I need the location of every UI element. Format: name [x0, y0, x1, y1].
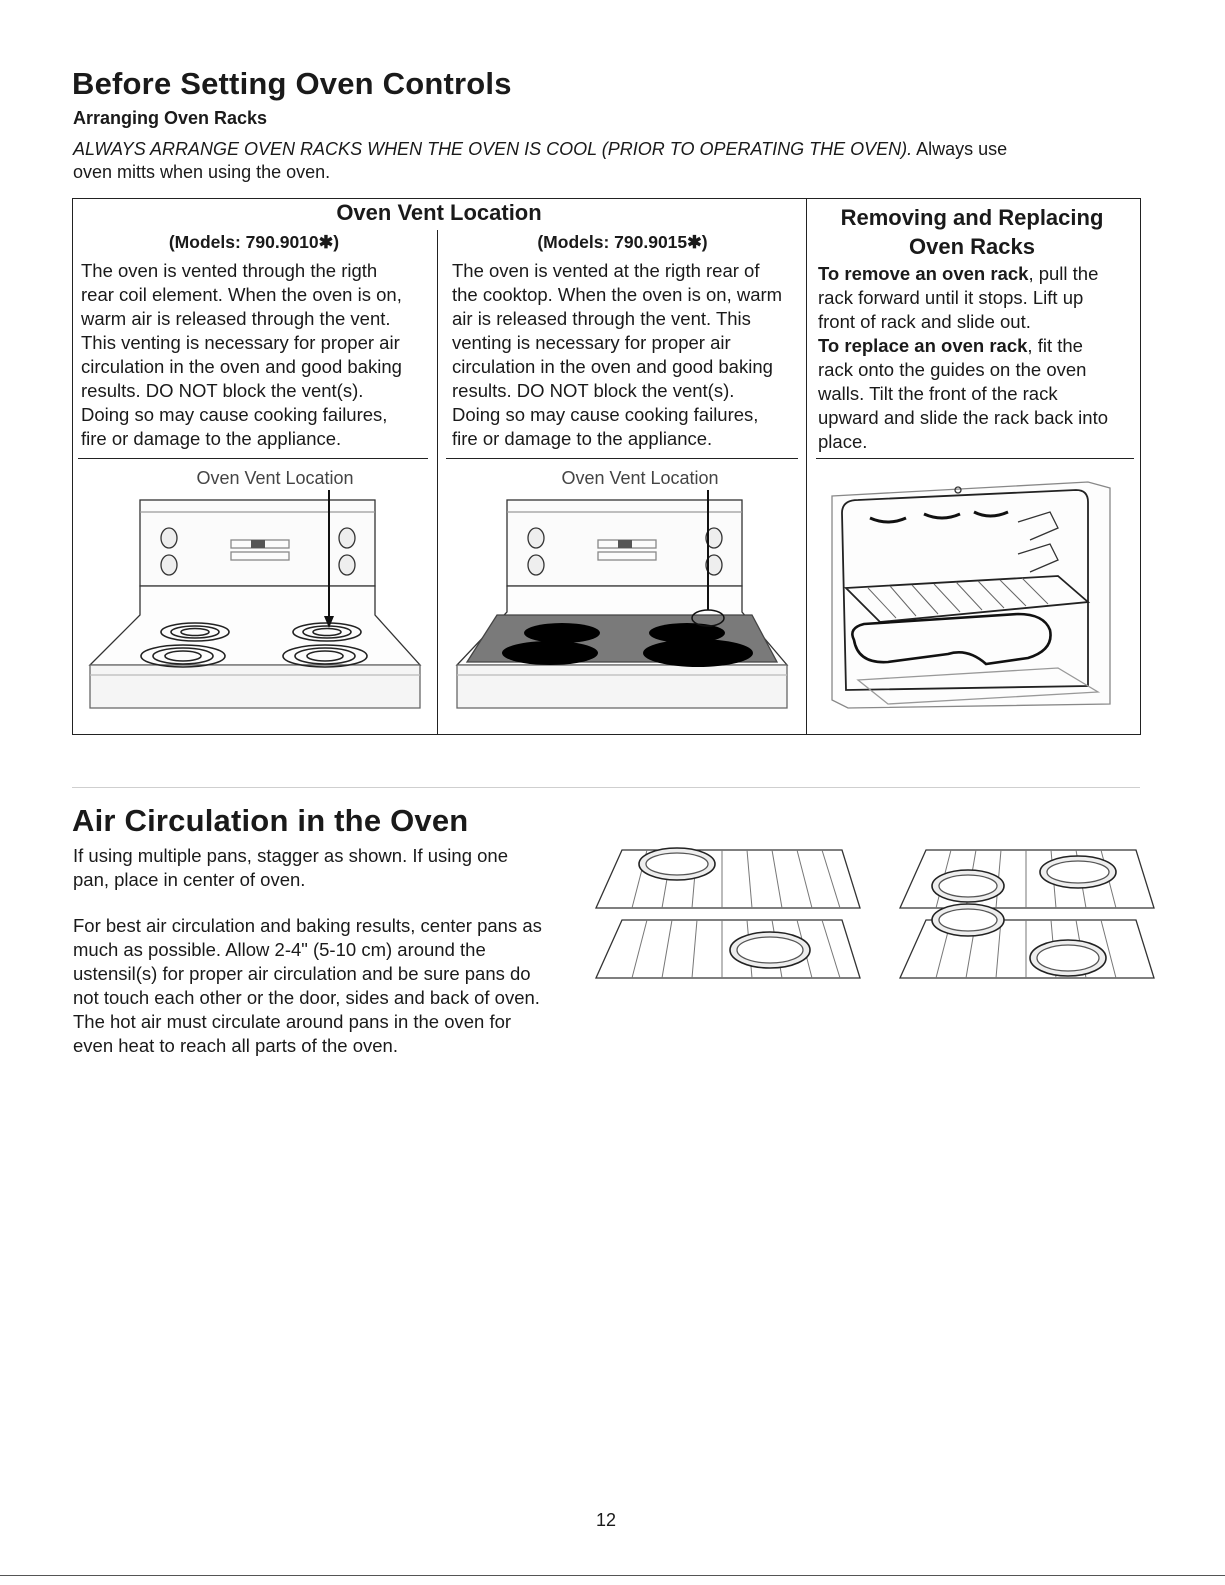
- air-para2: For best air circulation and baking results, center pans as much as possible. Allow 2-4" (5-10 cm) around the ustensil(s) for proper air circulation and be sure pans do not touch each other or the door, sides and back of oven. The hot air must circulate around pans in the oven for even heat to reach all parts of the oven.: [73, 915, 542, 1056]
- racks-heading-2: Oven Racks: [909, 234, 1035, 259]
- left-caption: Oven Vent Location: [196, 468, 354, 488]
- page-bottom-rule: [0, 1575, 1225, 1576]
- racks-text: To remove an oven rack, pull the rack forward until it stops. Lift up front of rack and slide out. To replace an oven rack, fit the rack onto the guides on the oven walls. Tilt the front of the rack upward and slide the rack back into place.: [818, 263, 1109, 452]
- panel-divider-2: [806, 198, 807, 734]
- racks-heading-1: Removing and Replacing: [840, 205, 1104, 230]
- right-vent-text: The oven is vented at the rigth rear of the cooktop. When the oven is on, warm air is released through the vent. This venting is necessary for proper air circulation in the oven and good baking results. DO NOT block the vent(s). Doing so may cause cooking failures, fire or damage to the appliance.: [452, 260, 783, 449]
- warning-line2: oven mitts when using the oven.: [73, 162, 331, 182]
- racks-rule: [816, 458, 1134, 459]
- oven-rack-illustration: [818, 468, 1136, 726]
- right-model-heading: (Models: 790.9015✱): [537, 232, 708, 252]
- vent-heading: Oven Vent Location: [336, 200, 542, 225]
- right-caption: Oven Vent Location: [561, 468, 719, 488]
- page-title: Before Setting Oven Controls: [72, 66, 512, 101]
- page-number: 12: [595, 1510, 617, 1530]
- air-circulation-title: Air Circulation in the Oven: [72, 803, 469, 838]
- two-rack-illustration: [592, 840, 864, 990]
- air-para1: If using multiple pans, stagger as shown. If using one pan, place in center of oven.: [73, 845, 509, 890]
- warning-italic: ALWAYS ARRANGE OVEN RACKS WHEN THE OVEN IS COOL (PRIOR TO OPERATING THE OVEN).: [73, 139, 913, 159]
- warning-text: [73, 138, 1153, 160]
- left-vent-text: The oven is vented through the rigth rear coil element. When the oven is on, warm air is released through the vent. This venting is necessary for proper air circulation in the oven and good baking results. DO NOT block the vent(s). Doing so may cause cooking failures, fire or damage to the appliance.: [81, 260, 402, 449]
- left-rule: [78, 458, 428, 459]
- left-model-heading: (Models: 790.9010✱): [168, 232, 340, 252]
- coil-range-illustration: [85, 490, 430, 720]
- right-rule: [446, 458, 798, 459]
- section-divider: [72, 787, 1140, 788]
- section-subtitle: Arranging Oven Racks: [73, 108, 268, 128]
- smoothtop-range-illustration: [452, 490, 797, 720]
- warning-tail: Always use: [912, 139, 1008, 159]
- four-pan-illustration: [896, 840, 1158, 990]
